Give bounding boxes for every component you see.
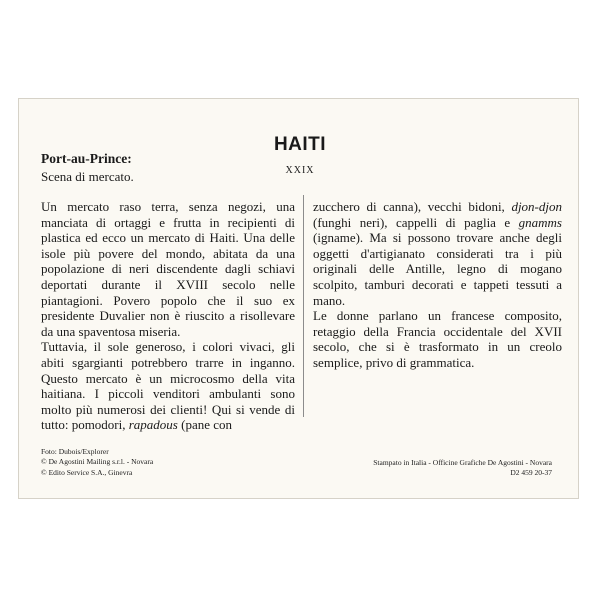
place-heading: Port-au-Prince: [41, 151, 132, 166]
right-paragraph-2: Le donne parlano un francese composito, retaggio della Francia occidentale del XVII secolo, che si è trasformato in un creolo semplice, privo di grammatica. [313, 308, 562, 370]
printer-info [373, 458, 552, 479]
card-title: HAITI [273, 134, 327, 155]
card-number: XXIX [285, 165, 315, 176]
left-paragraph-2-tail: (pane con [177, 417, 233, 433]
left-paragraph-1: Un mercato raso terra, senza negozi, una manciata di ortaggi e frutta in recipienti di plastica ed ecco un mercato di Haiti. Una delle isole più povere del mondo, abitata da una popolazione di neri discendente dagli schiavi deportati durante il XVIII secolo nelle piantagioni. Povero popolo che il suo ex presidente Duvalier non è riuscito a risollevare da una spaventosa miseria. [41, 199, 295, 339]
credit-line-copyright-1: © De Agostini Mailing s.r.l. - Novara [41, 457, 154, 467]
column-divider [303, 195, 304, 417]
printer-line: Stampato in Italia - Officine Grafiche De Agostini - Novara [373, 458, 552, 467]
photo-credits [41, 447, 153, 478]
scene-subtitle: Scena di mercato. [41, 169, 134, 184]
term-gnamms: gnamms [518, 214, 562, 230]
right-paragraph-1-text-b: (funghi neri), cappelli di paglia e [313, 214, 519, 230]
card-code: D2 459 20-37 [510, 468, 552, 478]
right-paragraph-1-text-a: zucchero di canna), vecchi bidoni, [313, 199, 512, 214]
right-column [313, 199, 562, 371]
left-paragraph-2 [41, 339, 295, 433]
right-paragraph-1 [313, 199, 562, 308]
term-djon-djon: djon-djon [511, 199, 562, 214]
left-column [41, 199, 295, 433]
credit-line-photo: Foto: Dubois/Explorer [41, 447, 109, 456]
right-paragraph-1-text-c: (igname). Ma si possono trovare anche degli oggetti d'artigianato considerati tra i più originali delle Antille, legno di mogano scolpito, tamburi decorati e tappeti tessuti a mano. [313, 230, 562, 308]
credit-line-copyright-2: © Edito Service S.A., Ginevra [41, 467, 133, 477]
left-paragraph-2-text: Tuttavia, il sole generoso, i colori vivaci, gli abiti sgargianti potrebbero trarre in inganno. Questo mercato è un microcosmo della vita haitiana. I piccoli venditori ambulanti sono molto più numerosi dei clienti! Qui si vende di tutto: pomodori, [41, 339, 295, 433]
term-rapadous: rapadous [128, 417, 178, 433]
